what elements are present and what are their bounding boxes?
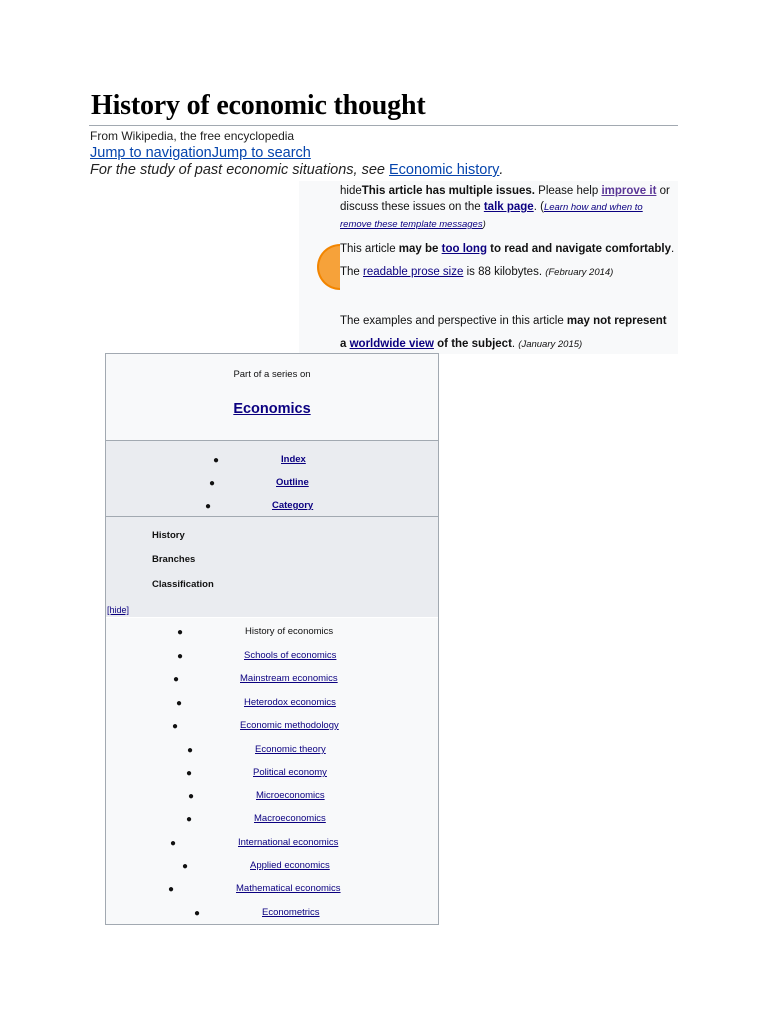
- sidebar-list: [106, 618, 438, 924]
- issue1-text-e: is 88 kilobytes.: [463, 266, 546, 278]
- issue1-date: (February 2014): [545, 267, 614, 278]
- issues-intro: [340, 183, 676, 233]
- bullet: ●: [205, 501, 212, 512]
- list-item-link[interactable]: International economics: [238, 837, 339, 848]
- issues-help-text: Please help: [534, 185, 602, 197]
- bullet: ●: [187, 745, 194, 756]
- issues-discuss-text: or discuss these issues on the: [340, 185, 670, 213]
- economic-history-link[interactable]: Economic history: [389, 162, 500, 178]
- category-classification[interactable]: Classification: [152, 579, 214, 590]
- issues-headline: This article has multiple issues.: [361, 185, 535, 197]
- issue-too-long: [340, 238, 676, 284]
- list-item-link[interactable]: Economic methodology: [240, 720, 339, 731]
- category-history[interactable]: History: [152, 530, 185, 541]
- index-link[interactable]: Index: [281, 454, 306, 465]
- list-item-link[interactable]: Schools of economics: [244, 650, 337, 661]
- too-long-link[interactable]: too long: [441, 243, 487, 255]
- readable-prose-size-link[interactable]: readable prose size: [363, 266, 464, 278]
- issue2-text-d: .: [511, 338, 519, 350]
- bullet: ●: [176, 698, 183, 709]
- issues-paren-open: . (: [533, 201, 544, 213]
- issues-paren-close: ): [482, 219, 486, 230]
- list-item-link[interactable]: Econometrics: [262, 907, 320, 918]
- issue2-text-c: of the subject: [433, 338, 512, 350]
- list-item-current: History of economics: [245, 626, 334, 637]
- hatnote-text: For the study of past economic situations, see: [90, 162, 390, 178]
- issue1-text-a: This article: [340, 243, 399, 255]
- jump-to-navigation-link[interactable]: Jump to navigation: [90, 145, 212, 161]
- issue1-text-d: . The: [340, 243, 675, 278]
- bullet: ●: [173, 674, 180, 685]
- warning-icon: [306, 243, 340, 291]
- list-item-link[interactable]: Heterodox economics: [244, 697, 336, 708]
- issue2-date: (January 2015): [518, 339, 583, 350]
- title-divider: [89, 125, 678, 126]
- sidebar-header: [106, 354, 438, 441]
- talk-page-link[interactable]: talk page: [483, 201, 534, 213]
- economics-sidebar: [105, 353, 439, 925]
- issue1-text-c: to read and navigate comfortably: [486, 243, 672, 255]
- bullet: ●: [186, 768, 193, 779]
- category-branches[interactable]: Branches: [152, 554, 196, 565]
- bullet: ●: [213, 455, 220, 466]
- list-item-link[interactable]: Mainstream economics: [240, 673, 338, 684]
- bullet: ●: [168, 884, 175, 895]
- hatnote: [90, 162, 503, 178]
- sidebar-nav: [106, 441, 438, 517]
- sidebar-categories: [106, 517, 438, 617]
- issue2-text-a: The examples and perspective in this article: [340, 315, 567, 327]
- bullet: ●: [177, 627, 184, 638]
- list-item-link[interactable]: Microeconomics: [256, 790, 325, 801]
- series-label: Part of a series on: [233, 369, 311, 380]
- site-subtitle: From Wikipedia, the free encyclopedia: [90, 129, 295, 143]
- bullet: ●: [186, 814, 193, 825]
- page-title: History of economic thought: [91, 90, 426, 121]
- hatnote-period: .: [499, 162, 504, 178]
- list-item-link[interactable]: Political economy: [253, 767, 327, 778]
- hide-link[interactable]: [hide]: [107, 605, 130, 615]
- bullet: ●: [177, 651, 184, 662]
- hide-toggle[interactable]: hide: [340, 185, 362, 197]
- list-item-link[interactable]: Macroeconomics: [254, 813, 326, 824]
- issue-worldwide-view: [340, 310, 676, 356]
- issue2-text-b: may not represent a: [340, 315, 667, 350]
- bullet: ●: [182, 861, 189, 872]
- bullet: ●: [170, 838, 177, 849]
- list-item-link[interactable]: Mathematical economics: [236, 883, 341, 894]
- category-link[interactable]: Category: [272, 500, 314, 511]
- improve-it-link[interactable]: improve it: [601, 185, 657, 197]
- list-item-link[interactable]: Economic theory: [255, 744, 326, 755]
- jump-links: [90, 145, 311, 161]
- jump-to-search-link[interactable]: Jump to search: [211, 145, 311, 161]
- list-item-link[interactable]: Applied economics: [250, 860, 330, 871]
- bullet: ●: [194, 908, 201, 919]
- worldwide-view-link[interactable]: worldwide view: [349, 338, 434, 350]
- bullet: ●: [188, 791, 195, 802]
- economics-link[interactable]: Economics: [233, 401, 311, 417]
- outline-link[interactable]: Outline: [276, 477, 309, 488]
- bullet: ●: [209, 478, 216, 489]
- issue1-text-b: may be: [398, 243, 442, 255]
- learn-how-link[interactable]: Learn how and when to remove these template messages: [340, 202, 643, 230]
- bullet: ●: [172, 721, 179, 732]
